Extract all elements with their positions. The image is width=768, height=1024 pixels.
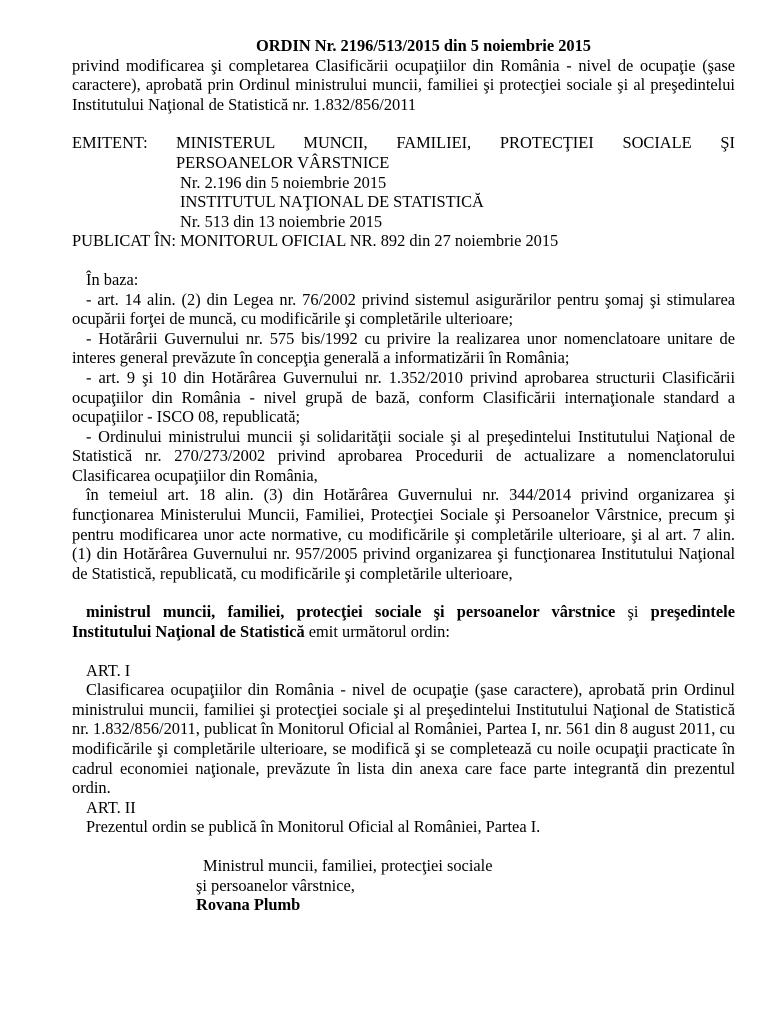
basis-item-4: - Ordinului ministrului muncii şi solidarităţii sociale şi al preşedintelui Institutului Naţional de Statistică nr. 270/273/2002 privind aprobarea Procedurii de actualizare a nomenclatorului Clasificarea ocupaţiilor din România, [72, 426, 735, 485]
emitent-nr-institute: Nr. 513 din 13 noiembrie 2015 [180, 211, 383, 231]
document-subtitle: privind modificarea şi completarea Clasificării ocupaţiilor din România - nivel de ocupaţie (şase caractere), aprobată prin Ordinul ministrului muncii, familiei şi protecţiei sociale şi al preşedintelui Institutului Naţional de Statistică nr. 1.832/856/2011 [72, 55, 735, 114]
emitent-ministry-cont: PERSOANELOR VÂRSTNICE [176, 152, 390, 172]
art2-text: Prezentul ordin se publică în Monitorul Oficial al României, Partea I. [86, 817, 541, 837]
emit-and: şi [615, 602, 651, 622]
emitent-institute: INSTITUTUL NAŢIONAL DE STATISTICĂ [180, 192, 484, 212]
basis-item-1: - art. 14 alin. (2) din Legea nr. 76/2002 privind sistemul asigurărilor pentru şomaj şi stimularea ocupării forţei de muncă, cu modificările şi completările ulterioare; [72, 289, 735, 329]
emitent-ministry: MINISTERUL MUNCII, FAMILIEI, PROTECŢIEI SOCIALE ŞI [176, 133, 735, 153]
emit-paragraph [72, 602, 735, 641]
art2-heading: ART. II [86, 797, 136, 817]
emitent-block [72, 133, 735, 172]
basis-item-2: - Hotărârii Guvernului nr. 575 bis/1992 cu privire la realizarea unor nomenclatoare unitare de interes general prevăzute în concepţia generală a informatizării în România; [72, 328, 735, 368]
art1-heading: ART. I [86, 660, 131, 680]
emit-end: emit următorul ordin: [304, 622, 450, 642]
emitent-nr-ministry: Nr. 2.196 din 5 noiembrie 2015 [180, 172, 387, 192]
basis-item-3: - art. 9 şi 10 din Hotărârea Guvernului nr. 1.352/2010 privind aprobarea structurii Clasificării ocupaţiilor din România - nivel grupă de bază, conform Clasificării internaţionale standard a ocupaţiilor - ISCO 08, republicată; [72, 367, 735, 427]
signature-name: Rovana Plumb [196, 895, 301, 915]
document-title: ORDIN Nr. 2196/513/2015 din 5 noiembrie 2015 [256, 36, 591, 55]
publicat-line: PUBLICAT ÎN: MONITORUL OFICIAL NR. 892 din 27 noiembrie 2015 [72, 231, 559, 251]
emit-president: preşedintele Institutului Naţional de Statistică [72, 602, 735, 642]
emit-minister: ministrul muncii, familiei, protecţiei sociale şi persoanelor vârstnice [86, 602, 616, 622]
emitent-label: EMITENT: [72, 133, 148, 153]
in-baza-label: În baza: [86, 269, 139, 289]
signature-title-2: şi persoanelor vârstnice, [196, 875, 355, 895]
art1-text: Clasificarea ocupaţiilor din România - nivel de ocupaţie (şase caractere), aprobată prin Ordinul ministrului muncii, familiei şi protecţiei sociale şi al preşedintelui Institutului Naţional de Statistică nr. 1.832/856/2011, publicat în Monitorul Oficial al României, Partea I, nr. 561 din 8 august 2011, cu modificările şi completările ulterioare, se modifică şi se completează cu noile ocupaţii practicate în cadrul economiei naţionale, prevăzute în lista din anexa care face parte integrantă din prezentul ordin. [72, 680, 735, 798]
signature-title-1: Ministrul muncii, familiei, protecţiei sociale [203, 855, 493, 875]
temeiul-paragraph: în temeiul art. 18 alin. (3) din Hotărârea Guvernului nr. 344/2014 privind organizarea şi funcţionarea Ministerului Muncii, Familiei, Protecţiei Sociale şi Persoanelor Vârstnice, precum şi pentru modificarea unor acte normative, cu modificările şi completările ulterioare, şi al art. 7 alin. (1) din Hotărârea Guvernului nr. 957/2005 privind organizarea şi funcţionarea Institutului Naţional de Statistică, republicată, cu modificările şi completările ulterioare, [72, 485, 735, 583]
document-page [72, 36, 735, 915]
